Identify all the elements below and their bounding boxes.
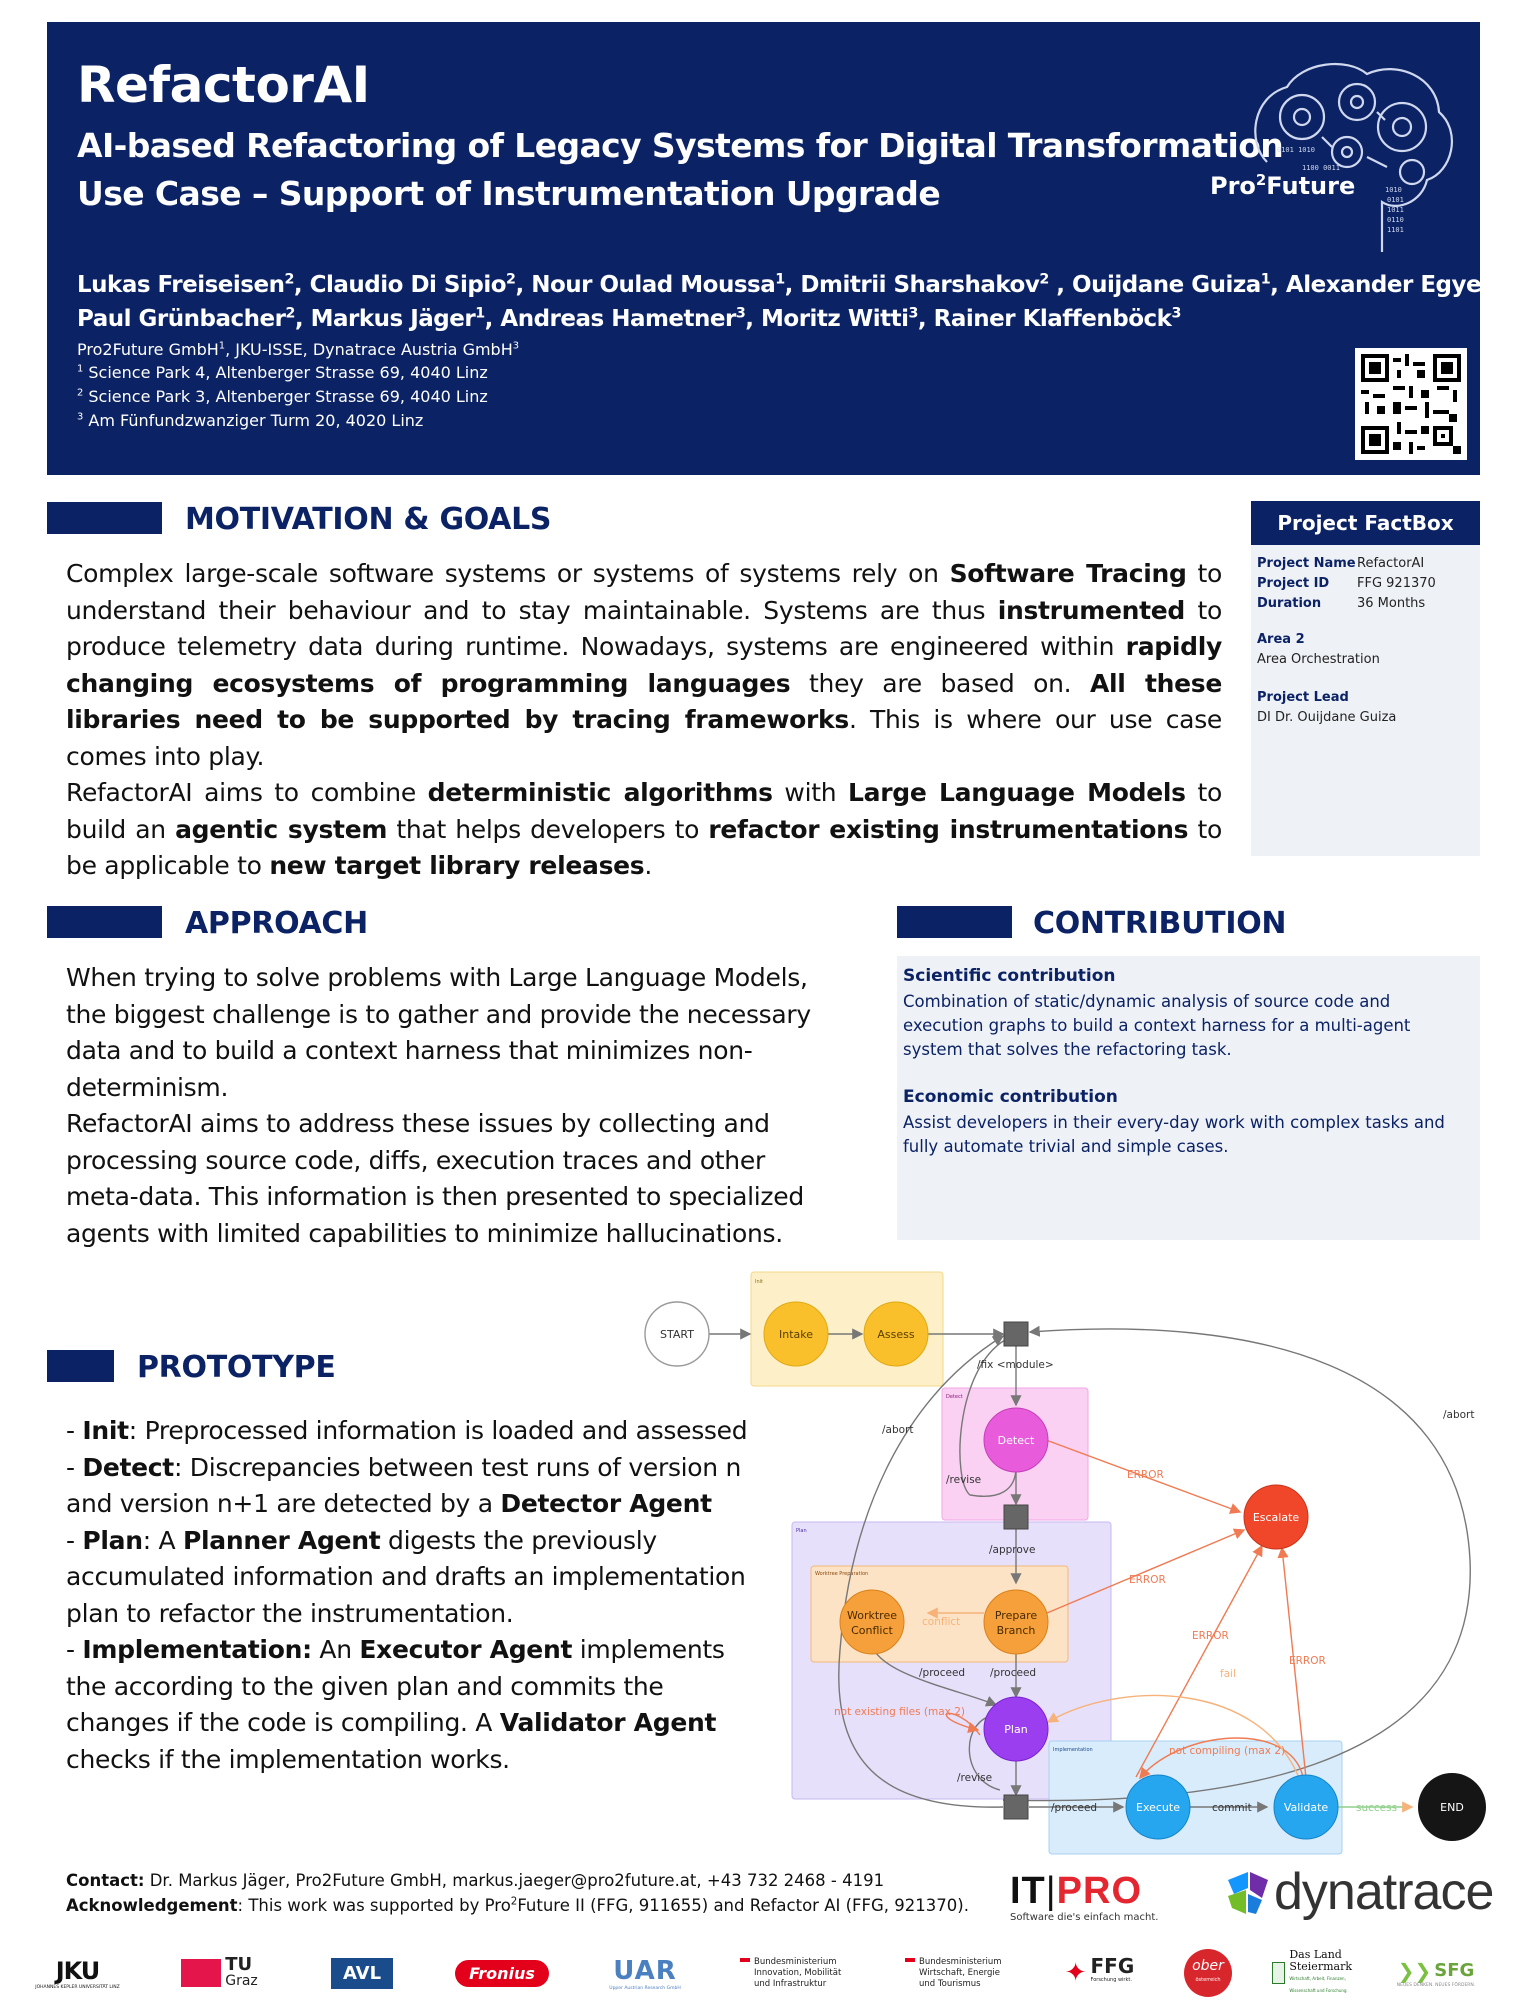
edge-label: /abort [882, 1424, 914, 1436]
end-label: END [1440, 1801, 1464, 1814]
edge-label: ERROR [1129, 1574, 1166, 1586]
steiermark-logo: Das Land Steiermark Wirtschaft, Arbeit, Finanzen, Wissenschaft und Forschung [1272, 1948, 1352, 1998]
tu-graz-logo: TU Graz [172, 1948, 267, 1998]
factbox-lead-label: Project Lead [1257, 690, 1349, 705]
start-label: START [660, 1328, 694, 1341]
scientific-contribution-title: Scientific contribution [903, 966, 1116, 986]
router-node [1004, 1505, 1028, 1529]
edge-label: ERROR [1289, 1655, 1326, 1667]
prototype-item-plan: - Plan: A Planner Agent digests the previously accumulated information and drafts an implementation plan to refactor the instrumentation. [66, 1525, 746, 1628]
approach-heading: APPROACH [185, 906, 368, 941]
authors-line-1: Lukas Freiseisen$^2$, Claudio Di Sipio$^2$, Nour Oulad Moussa$^1$, Dmitrii Sharshakov$^2$ , Ouijdane Guiza$^1$, Alexander Egyed$^2$, [77, 271, 1515, 298]
edge-label: not existing files (max 2) [834, 1706, 965, 1718]
edge-label: /fix <module> [977, 1359, 1054, 1371]
fronius-logo: Fronius [452, 1948, 552, 1998]
prototype-item-detect: - Detect: Discrepancies between test runs of version n and version n+1 are detected by a Detector Agent [66, 1452, 742, 1518]
svg-text:0101 1010: 0101 1010 [1277, 146, 1315, 154]
svg-text:1101: 1101 [1387, 226, 1404, 234]
edge-label: /abort [1443, 1409, 1475, 1421]
edge-label: /revise [946, 1474, 982, 1486]
section-bar [47, 502, 162, 534]
jku-logo: JKU JOHANNES KEPLER UNIVERSITÄT LINZ [35, 1956, 120, 1990]
plan-group-label: Plan [796, 1528, 807, 1534]
svg-text:1011: 1011 [1387, 206, 1404, 214]
escalate-label: Escalate [1252, 1511, 1300, 1524]
bmimi-logo: Bundesministerium Innovation, Mobilität und Infrastruktur [740, 1948, 850, 1998]
validate-label: Validate [1283, 1801, 1329, 1814]
acknowledgement-line: Acknowledgement: This work was supported by Pro$^2$Future II (FFG, 911655) and Refactor AI (FFG, 921370). [66, 1896, 969, 1915]
worktree-label-2: Conflict [851, 1624, 893, 1637]
edge-label: /proceed [1051, 1802, 1098, 1814]
intake-label: Intake [778, 1328, 814, 1341]
worktree-conflict-node [840, 1590, 904, 1654]
edge-label: /approve [989, 1544, 1036, 1556]
worktree-group-label: Worktree Preparation [815, 1571, 869, 1577]
project-factbox [1251, 501, 1480, 856]
edge-label: /proceed [990, 1667, 1037, 1679]
affiliation-address-3: $^3$ Am Fünfundzwanziger Turm 20, 4020 Linz [77, 411, 424, 430]
dynatrace-mark-icon [1224, 1870, 1270, 1916]
edge-label: success [1356, 1802, 1398, 1814]
prepare-label-2: Branch [996, 1624, 1036, 1637]
plan-label: Plan [1004, 1723, 1028, 1736]
avl-logo: AVL [322, 1948, 402, 1998]
edge-label: /revise [957, 1772, 993, 1784]
svg-text:0110: 0110 [1387, 216, 1404, 224]
contribution-heading: CONTRIBUTION [1033, 906, 1287, 941]
contact-block [66, 1868, 969, 1918]
router-node [1004, 1795, 1028, 1819]
pro2future-brand: Pro$^2$Future [1210, 171, 1356, 200]
poster-subtitle-use-case: Use Case – Support of Instrumentation Upgrade [77, 174, 941, 213]
contact-line: Contact: Dr. Markus Jäger, Pro2Future GmbH, markus.jaeger@pro2future.at, +43 732 2468 - 4191 [66, 1871, 885, 1890]
edge-label: conflict [922, 1616, 961, 1628]
qr-code-icon[interactable] [1355, 348, 1467, 460]
prepare-label: Prepare [994, 1609, 1038, 1622]
motivation-heading: MOTIVATION & GOALS [185, 502, 552, 537]
sfg-logo: ❯❯ SFG NEUES DENKEN. NEUES FÖRDERN. [1396, 1958, 1476, 1988]
poster-title: RefactorAI [77, 56, 370, 114]
execute-label: Execute [1136, 1801, 1180, 1814]
poster-header [47, 22, 1515, 475]
itpro-logo: IT|PRO Software die's einfach macht. [1010, 1870, 1159, 1923]
approach-text: When trying to solve problems with Large Language Models, the biggest challenge is to gather and provide the necessary data and to build a context harness that minimizes non-determinism. RefactorAI aims to address these issues by collecting and processing source code, diffs, execution traces and other meta-data. This information is then presented to specialized agents with limited capabilities to minimize hallucinations. [66, 963, 811, 1248]
edge-label: fail [1220, 1668, 1236, 1680]
affiliation-address-2: $^2$ Science Park 3, Altenberger Strasse 69, 4040 Linz [77, 387, 488, 406]
motivation-text: Complex large-scale software systems or systems of systems rely on Software Tracing to understand their behaviour and to stay maintainable. Systems are thus instrumented to produce telemetry data during runtime. Nowadays, systems are engineered within rapidly changing ecosystems of programming languages they are based on. All these libraries need to be supported by tracing frameworks. This is where our use case comes into play. RefactorAI aims to combine deterministic algorithms with Large Language Models to build an agentic system that helps developers to refactor existing instrumentations to be applicable to new target library releases. [66, 559, 1223, 880]
agent-workflow-diagram [640, 1266, 1500, 1866]
brain-gear-logo-icon [1207, 52, 1467, 252]
svg-text:0101: 0101 [1387, 196, 1404, 204]
svg-text:1100 0011: 1100 0011 [1302, 164, 1340, 172]
poster-subtitle: AI-based Refactoring of Legacy Systems for Digital Transformation [77, 126, 1284, 165]
worktree-label: Worktree [847, 1609, 897, 1622]
section-bar [47, 1350, 114, 1382]
router-node [1004, 1322, 1028, 1346]
implementation-group-label: Implementation [1053, 1747, 1093, 1753]
assess-label: Assess [877, 1328, 915, 1341]
detect-group-label: Detect [946, 1394, 963, 1400]
uar-logo: UAR Upper Austrian Research GmbH [609, 1955, 681, 1991]
init-group-label: Init [755, 1279, 763, 1285]
economic-contribution-text: Assist developers in their every-day work with complex tasks and fully automate trivial and simple cases. [903, 1113, 1445, 1156]
factbox-row: Project ID FFG 921370 [1257, 576, 1436, 591]
prototype-item-init: - Init: Preprocessed information is loaded and assessed [66, 1416, 748, 1445]
factbox-lead-value: DI Dr. Ouijdane Guiza [1257, 710, 1397, 725]
factbox-area-value: Area Orchestration [1257, 652, 1380, 667]
section-bar [897, 906, 1012, 938]
bmwet-logo: Bundesministerium Wirtschaft, Energie und Tourismus [905, 1948, 1015, 1998]
economic-contribution-title: Economic contribution [903, 1087, 1118, 1107]
edge-label: /proceed [919, 1667, 966, 1679]
edge-label: ERROR [1127, 1469, 1164, 1481]
factbox-rows [1257, 554, 1436, 614]
edge-label: not compiling (max 2) [1169, 1745, 1286, 1757]
factbox-row: Project NameRefactorAI [1257, 556, 1425, 571]
prototype-heading: PROTOTYPE [137, 1350, 336, 1385]
section-bar [47, 906, 162, 938]
affiliation-address-1: $^1$ Science Park 4, Altenberger Strasse 69, 4040 Linz [77, 363, 488, 382]
ffg-logo: ✦ FFG Forschung wirkt. [1064, 1954, 1135, 1988]
detect-label: Detect [997, 1434, 1035, 1447]
prepare-branch-node [984, 1590, 1048, 1654]
edge-label: commit [1212, 1802, 1252, 1814]
scientific-contribution-text: Combination of static/dynamic analysis of source code and execution graphs to build a context harness for a multi-agent system that solves the refactoring task. [903, 992, 1411, 1059]
oberoesterreich-logo: ober österreich [1180, 1948, 1236, 1998]
factbox-row: Duration 36 Months [1257, 596, 1426, 611]
factbox-title: Project FactBox [1251, 501, 1480, 545]
authors-line-2: Paul Grünbacher$^2$, Markus Jäger$^1$, Andreas Hametner$^3$, Moritz Witti$^3$, Rainer Klaffenböck$^3$ [77, 305, 1181, 332]
dynatrace-wordmark: dynatrace [1274, 1863, 1494, 1921]
factbox-area-label: Area 2 [1257, 632, 1305, 647]
edge-label: ERROR [1192, 1630, 1229, 1642]
affiliation-orgs: Pro2Future GmbH$^1$, JKU-ISSE, Dynatrace Austria GmbH$^3$ [77, 340, 520, 359]
prototype-item-implementation: - Implementation: An Executor Agent implements the according to the given plan and commits the changes if the code is compiling. A Validator Agent checks if the implementation works. [66, 1635, 725, 1774]
svg-text:1010: 1010 [1385, 186, 1402, 194]
contribution-box [897, 956, 1480, 1240]
